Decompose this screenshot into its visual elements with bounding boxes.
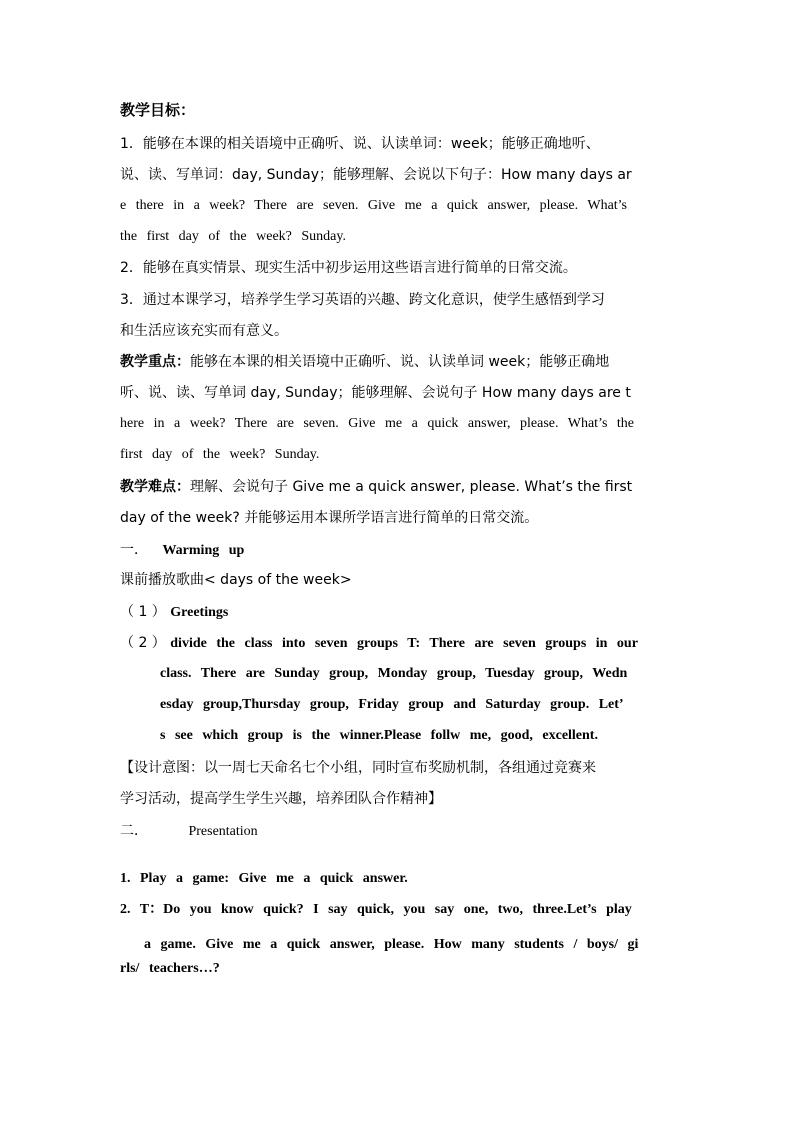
objective-3-line-1: 3．通过本课学习，培养学生学习英语的兴趣、跨文化意识，使学生感悟到学习 bbox=[120, 292, 605, 308]
presentation-item-1: 1. Play a game: Give me a quick answer. bbox=[120, 871, 408, 886]
presentation-item-2-line-1: 2. T：Do you know quick? I say quick, you say one, two, three.Let’s play bbox=[120, 902, 632, 917]
key-points-line-2: 听、说、读、写单词 day, Sunday；能够理解、会说句子 How many days are t bbox=[120, 385, 631, 401]
objective-3-line-2: 和生活应该充实而有意义。 bbox=[120, 323, 288, 339]
difficult-points-label: 教学难点： bbox=[120, 479, 190, 495]
section-1-title: Warming up bbox=[162, 543, 245, 558]
objective-1-line-2: 说、读、写单词：day, Sunday；能够理解、会说以下句子：How many days ar bbox=[120, 167, 632, 183]
key-points-label: 教学重点： bbox=[120, 354, 190, 370]
design-intent-line-2: 学习活动，提高学生学生兴趣，培养团队合作精神】 bbox=[120, 791, 442, 807]
section-1-heading bbox=[120, 540, 520, 561]
design-intent-line-1: 【设计意图：以一周七天命名七个小组，同时宣布奖励机制，各组通过竞赛来 bbox=[120, 760, 596, 776]
song-line: 课前播放歌曲< days of the week> bbox=[120, 572, 352, 588]
key-points-line-4: first day of the week? Sunday. bbox=[120, 447, 320, 462]
difficult-points-line-2: day of the week? 并能够运用本课所学语言进行简单的日常交流。 bbox=[120, 510, 539, 526]
objective-1-line-4: the first day of the week? Sunday. bbox=[120, 229, 346, 244]
objective-1-line-3: e there in a week? There are seven. Give me a quick answer, please. What’s bbox=[120, 198, 628, 213]
section-2-heading bbox=[120, 821, 520, 842]
teaching-objectives-heading: 教学目标： bbox=[120, 101, 196, 119]
key-points-line-3: here in a week? There are seven. Give me a quick answer, please. What’s the bbox=[120, 416, 635, 431]
key-points-line-1 bbox=[120, 352, 680, 372]
difficult-points-line-1 bbox=[120, 477, 680, 497]
presentation-item-2-line-2: a game. Give me a quick answer, please. How many students / boys/ gi bbox=[144, 937, 639, 952]
section-1-number: 一． bbox=[120, 542, 148, 558]
section-2-number: 二． bbox=[120, 823, 148, 839]
item-1 bbox=[120, 602, 680, 623]
item-2-line-4: s see which group is the winner.Please follw me, good, excellent. bbox=[160, 728, 598, 743]
item-2-line-1 bbox=[120, 633, 680, 654]
item-2-text-1: divide the class into seven groups T: There are seven groups in our bbox=[170, 636, 638, 651]
objective-2: 2．能够在真实情景、现实生活中初步运用这些语言进行简单的日常交流。 bbox=[120, 260, 577, 276]
item-2-number: （ 2 ） bbox=[120, 635, 166, 651]
item-2-line-2: class. There are Sunday group, Monday group, Tuesday group, Wedn bbox=[160, 666, 628, 681]
key-points-text-1: 能够在本课的相关语境中正确听、说、认读单词 week；能够正确地 bbox=[190, 354, 610, 370]
objective-1-line-1: 1．能够在本课的相关语境中正确听、说、认读单词：week；能够正确地听、 bbox=[120, 136, 600, 152]
section-2-title: Presentation bbox=[188, 824, 258, 839]
item-1-number: （ 1 ） bbox=[120, 604, 166, 620]
item-2-line-3: esday group,Thursday group, Friday group and Saturday group. Let’ bbox=[160, 697, 624, 712]
difficult-points-text-1: 理解、会说句子 Give me a quick answer, please. What’s the first bbox=[190, 479, 633, 495]
item-1-text: Greetings bbox=[170, 605, 229, 620]
presentation-item-2-line-3: rls/ teachers…? bbox=[120, 961, 220, 976]
